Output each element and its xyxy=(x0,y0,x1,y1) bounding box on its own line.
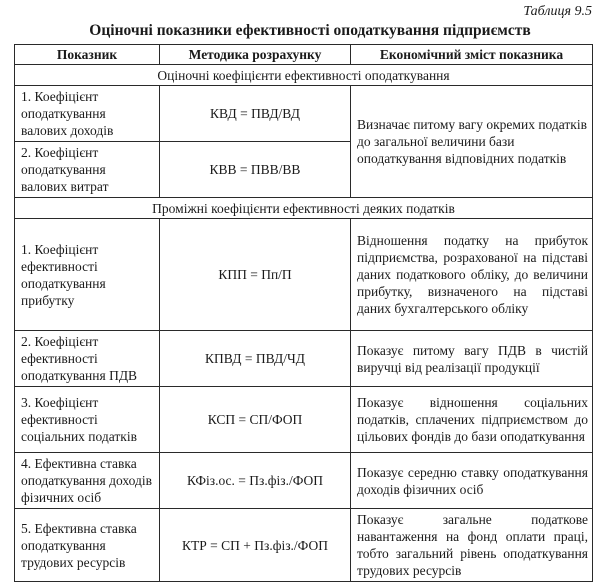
formula-cell: КФіз.ос. = Пз.фіз./ФОП xyxy=(160,453,351,509)
content-cell: Показує загальне податкове навантаження на фонд оплати праці, тобто загальний рівень оподаткування трудових ресурсів xyxy=(351,509,593,582)
formula-cell: КВД = ПВД/ВД xyxy=(160,86,351,142)
table-row xyxy=(15,86,593,142)
section-row xyxy=(15,65,593,86)
section-title-2: Проміжні коефіцієнти ефективності деяких податків xyxy=(15,198,593,219)
indicator-cell: 4. Ефективна ставка оподаткування доходів фізичних осіб xyxy=(15,453,160,509)
header-row xyxy=(15,45,593,65)
table-number: Таблиця 9.5 xyxy=(523,4,592,19)
indicator-cell: 2. Коефіцієнт оподаткування валових витрат xyxy=(15,142,160,198)
content-cell: Показує відношення соціальних податків, сплачених підприємством до цільових фондів до бази оподаткування xyxy=(351,387,593,453)
indicator-cell: 5. Ефективна ставка оподаткування трудових ресурсів xyxy=(15,509,160,582)
content-cell-merged: Визначає питому вагу окремих податків до загальної величини бази оподаткування відповідних податків xyxy=(351,86,593,198)
indicator-cell: 1. Коефіцієнт ефективності оподаткування прибутку xyxy=(15,219,160,331)
section-row xyxy=(15,198,593,219)
efficiency-table xyxy=(14,44,593,582)
formula-cell: КТР = СП + Пз.фіз./ФОП xyxy=(160,509,351,582)
header-content: Економічний зміст показника xyxy=(351,45,593,65)
section-title-1: Оціночні коефіцієнти ефективності оподаткування xyxy=(15,65,593,86)
table-row xyxy=(15,509,593,582)
formula-cell: КСП = СП/ФОП xyxy=(160,387,351,453)
table-row xyxy=(15,387,593,453)
table-row xyxy=(15,453,593,509)
indicator-cell: 1. Коефіцієнт оподаткування валових доходів xyxy=(15,86,160,142)
content-cell: Показує питому вагу ПДВ в чистій виручці від реалізації продукції xyxy=(351,331,593,387)
header-method: Методика розрахунку xyxy=(160,45,351,65)
table-row xyxy=(15,219,593,331)
content-cell: Відношення податку на прибуток підприємства, розрахованої на підставі даних податкового обліку, до величини прибутку, визначеного на підставі даних бухгалтерського обліку xyxy=(351,219,593,331)
indicator-cell: 2. Коефіцієнт ефективності оподаткування ПДВ xyxy=(15,331,160,387)
formula-cell: КВВ = ПВВ/ВВ xyxy=(160,142,351,198)
indicator-cell: 3. Коефіцієнт ефективності соціальних податків xyxy=(15,387,160,453)
formula-cell: КПВД = ПВД/ЧД xyxy=(160,331,351,387)
formula-cell: КПП = Пп/П xyxy=(160,219,351,331)
content-cell: Показує середню ставку оподаткування доходів фізичних осіб xyxy=(351,453,593,509)
header-indicator: Показник xyxy=(15,45,160,65)
table-row xyxy=(15,331,593,387)
table-title: Оціночні показники ефективності оподаткування підприємств xyxy=(89,22,531,39)
